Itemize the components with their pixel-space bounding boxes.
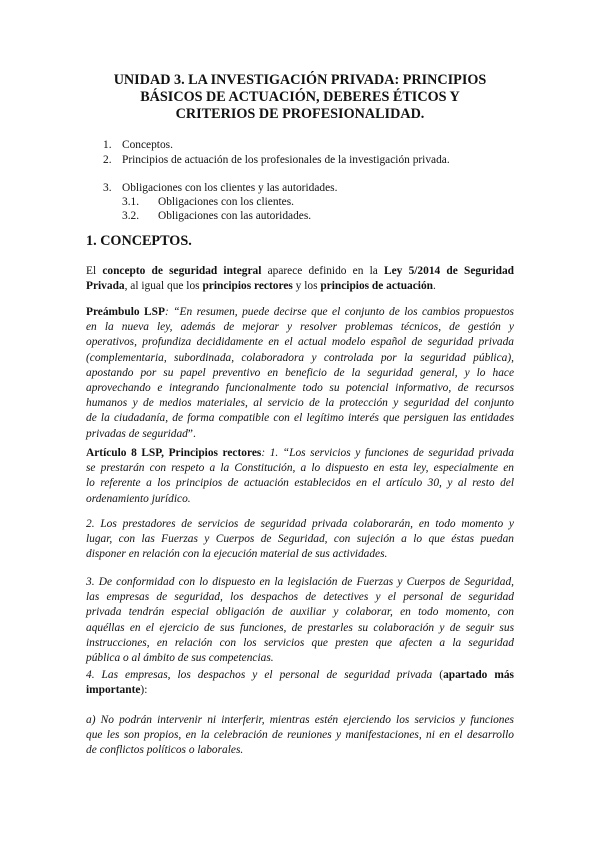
title-line-2: BÁSICOS DE ACTUACIÓN, DEBERES ÉTICOS Y — [140, 89, 460, 105]
toc-number: 3.2. — [122, 210, 140, 222]
punto-3-paragraph: 3. De conformidad con lo dispuesto en la legislación de Fuerzas y Cuerpos de Seguridad, las empresas de seguridad, los despachos de detectives y el personal de seguridad privada tendrán especial obligación de auxiliar y colaborar, en todo momento, con aquéllas en el ejercicio de sus funciones, de prestarles su colaboración y de seguir sus instrucciones, en relación con los servicios que presten que afecten a la seguridad pública o al ámbito de sus competencias. — [86, 576, 514, 665]
toc-number: 3. — [103, 182, 112, 194]
section-heading: 1. CONCEPTOS. — [86, 233, 192, 249]
toc-text: Principios de actuación de los profesionales de la investigación privada. — [122, 154, 450, 166]
preambulo-label: Preámbulo LSP — [86, 306, 165, 318]
title-line-1: UNIDAD 3. LA INVESTIGACIÓN PRIVADA: PRINCIPIOS — [113, 72, 487, 88]
title-line-3: CRITERIOS DE PROFESIONALIDAD. — [175, 106, 425, 122]
toc-number: 1. — [103, 139, 112, 151]
document-title — [90, 72, 510, 123]
toc-text: Obligaciones con los clientes. — [158, 196, 295, 208]
preambulo-paragraph: Preámbulo LSP: “En resumen, puede decirse que el conjunto de los cambios propuestos en la nueva ley, además de mejorar y resolver problemas técnicos, de gestión y operativos, profundiza decididamente en el actual modelo español de seguridad privada (complementaria, subordinada, colaboradora y controlada por la seguridad pública), apostando por su papel preventivo en beneficio de la seguridad general, y lo hace aprovechando e integrando funcionalmente todo su potencial informativo, de recursos humanos y de medios materiales, al servicio de la protección y seguridad del conjunto de la ciudadanía, de forma compatible con el legítimo interés que persiguen las entidades privadas de seguridad”. — [86, 306, 514, 440]
punto-a-paragraph: a) No podrán intervenir ni interferir, mientras estén ejerciendo los servicios y funciones que les son propios, en la celebración de reuniones y manifestaciones, ni en el desarrollo de conflictos políticos o laborales. — [86, 714, 514, 757]
toc-text: Obligaciones con los clientes y las autoridades. — [122, 182, 338, 194]
toc-number: 2. — [103, 154, 112, 166]
articulo-8-paragraph: Artículo 8 LSP, Principios rectores: 1. “Los servicios y funciones de seguridad privada se prestarán con respeto a la Constitución, a lo dispuesto en esta ley, especialmente en lo referente a los principios de actuación establecidos en el artículo 30, y al resto del ordenamiento jurídico. — [86, 447, 514, 505]
intro-paragraph: El concepto de seguridad integral aparece definido en la Ley 5/2014 de Seguridad Privada, al igual que los principios rectores y los principios de actuación. — [86, 265, 514, 293]
punto-4-paragraph: 4. Las empresas, los despachos y el personal de seguridad privada (apartado más importante): — [86, 669, 514, 697]
toc-number: 3.1. — [122, 196, 140, 208]
toc-text: Obligaciones con las autoridades. — [158, 210, 312, 222]
toc-text: Conceptos. — [122, 139, 173, 151]
punto-2-paragraph: 2. Los prestadores de servicios de seguridad privada colaborarán, en todo momento y lugar, con las Fuerzas y Cuerpos de Seguridad, con sujeción a lo que éstas puedan disponer en relación con la ejecución material de sus actividades. — [86, 518, 514, 561]
articulo-8-label: Artículo 8 LSP, Principios rectores — [86, 447, 262, 459]
